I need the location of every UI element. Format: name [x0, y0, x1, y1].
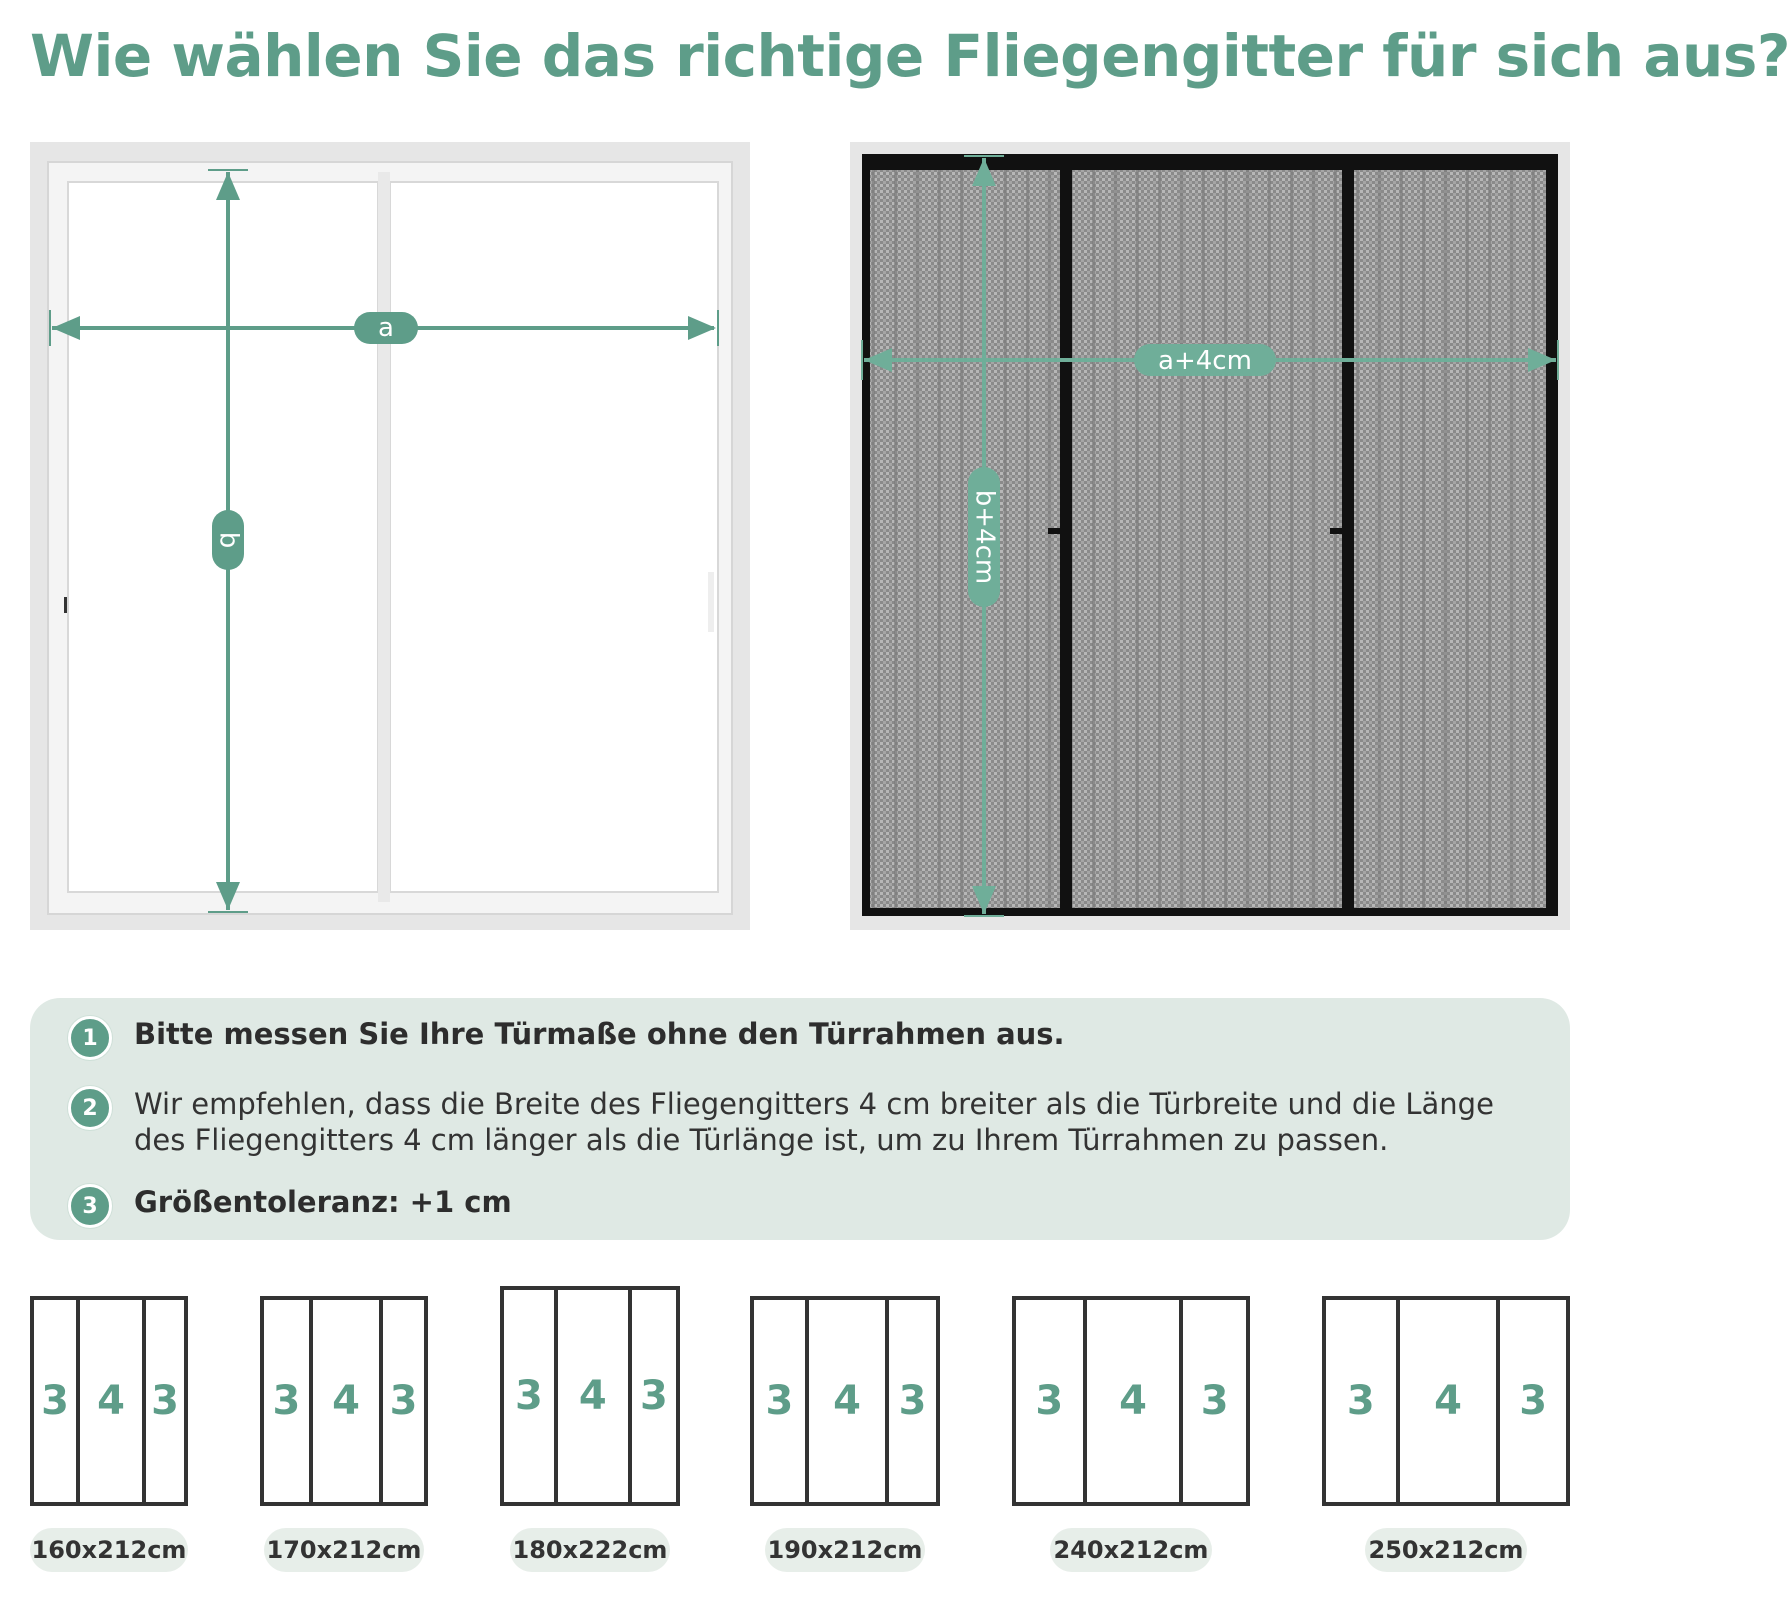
- panel-count: 4: [76, 1300, 142, 1502]
- step-number: 1: [68, 1016, 112, 1060]
- panel-count: 3: [41, 1378, 69, 1424]
- panel-count: 3: [885, 1300, 936, 1502]
- screen-diagram: [850, 142, 1570, 930]
- step-text: Bitte messen Sie Ihre Türmaße ohne den Türrahmen aus.: [134, 1017, 1065, 1051]
- panel-count: 4: [1083, 1300, 1180, 1502]
- panel-count: 4: [554, 1290, 628, 1502]
- size-label-190: 190x212cm: [765, 1528, 925, 1572]
- size-diagram-170: [260, 1296, 428, 1506]
- panel-count: 3: [142, 1300, 184, 1502]
- step-1: [68, 1016, 1065, 1060]
- instructions-panel: [30, 998, 1570, 1240]
- panel-count: 4: [309, 1300, 379, 1502]
- panel-count: 3: [1035, 1378, 1064, 1424]
- step-3: [68, 1184, 512, 1228]
- panel-count: 3: [1179, 1300, 1246, 1502]
- panel-count: 3: [1346, 1378, 1375, 1424]
- height-label-b-plus: b+4cm: [969, 489, 1000, 585]
- size-diagram-180: [500, 1286, 680, 1506]
- window-diagram: [30, 142, 750, 930]
- size-label-160: 160x212cm: [30, 1528, 188, 1572]
- panel-count: 4: [805, 1300, 885, 1502]
- size-diagram-240: [1012, 1296, 1250, 1506]
- size-diagram-190: [750, 1296, 940, 1506]
- page-title: Wie wählen Sie das richtige Fliegengitter für sich aus?: [30, 22, 1790, 90]
- size-label-250: 250x212cm: [1365, 1528, 1527, 1572]
- panel-count: 3: [1496, 1300, 1566, 1502]
- size-label-180: 180x222cm: [510, 1528, 670, 1572]
- panel-count: 3: [628, 1290, 676, 1502]
- step-number: 3: [68, 1184, 112, 1228]
- size-label-170: 170x212cm: [264, 1528, 424, 1572]
- width-label-a: a: [378, 313, 394, 343]
- panel-count: 3: [379, 1300, 424, 1502]
- step-number: 2: [68, 1086, 112, 1130]
- step-2: [68, 1086, 1548, 1158]
- height-label-b: b: [213, 531, 244, 549]
- size-label-240: 240x212cm: [1050, 1528, 1212, 1572]
- panel-count: 3: [515, 1373, 543, 1419]
- panel-count: 3: [272, 1378, 301, 1424]
- size-diagram-160: [30, 1296, 188, 1506]
- width-label-a-plus: a+4cm: [1158, 346, 1252, 376]
- panel-count: 4: [1396, 1300, 1497, 1502]
- size-diagram-250: [1322, 1296, 1570, 1506]
- step-text: Wir empfehlen, dass die Breite des Fliegengitters 4 cm breiter als die Türbreite und die Länge des Fliegengitters 4 cm länger als die Türlänge ist, um zu Ihrem Türrahmen zu passen.: [134, 1087, 1494, 1157]
- panel-count: 3: [765, 1378, 794, 1424]
- step-text: Größentoleranz: +1 cm: [134, 1185, 512, 1219]
